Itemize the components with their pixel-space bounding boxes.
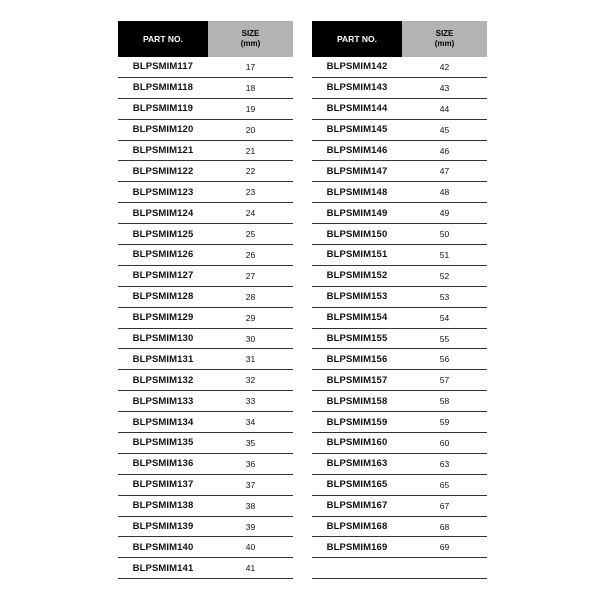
size-cell: 27 <box>245 270 256 281</box>
size-cell: 55 <box>439 333 450 344</box>
part-number-cell: BLPSMIM150 <box>326 228 388 240</box>
table-row <box>118 391 293 412</box>
table-row <box>312 224 487 245</box>
table-row <box>312 245 487 266</box>
part-number-cell: BLPSMIM123 <box>132 186 194 198</box>
size-header-unit: (mm) <box>434 39 455 48</box>
part-number-cell: BLPSMIM141 <box>132 562 194 574</box>
table-row <box>118 203 293 224</box>
size-header-label: SIZE <box>435 29 454 38</box>
part-number-cell: BLPSMIM142 <box>326 61 388 73</box>
part-number-cell: BLPSMIM121 <box>132 145 194 156</box>
part-number-cell: BLPSMIM155 <box>326 333 388 345</box>
part-number-cell: BLPSMIM159 <box>326 416 388 428</box>
part-number-cell: BLPSMIM132 <box>132 374 194 386</box>
table-row <box>118 433 293 454</box>
size-cell: 65 <box>439 479 450 490</box>
part-number-cell: BLPSMIM146 <box>326 145 388 156</box>
left-parts-table <box>118 21 293 579</box>
table-row <box>312 120 487 141</box>
part-number-cell: BLPSMIM140 <box>132 541 194 553</box>
part-number-cell: BLPSMIM130 <box>132 333 194 345</box>
part-number-cell: BLPSMIM134 <box>132 416 194 428</box>
size-cell: 23 <box>245 187 256 198</box>
size-cell: 48 <box>439 187 450 198</box>
part-number-cell: BLPSMIM147 <box>326 165 388 177</box>
part-number-cell: BLPSMIM139 <box>132 521 194 533</box>
size-cell: 35 <box>245 437 256 448</box>
part-number-cell: BLPSMIM124 <box>132 207 194 219</box>
part-number-cell: BLPSMIM169 <box>326 541 388 553</box>
table-row <box>118 224 293 245</box>
part-number-cell: BLPSMIM125 <box>132 228 194 240</box>
table-header <box>312 21 487 57</box>
size-cell: 33 <box>245 396 256 407</box>
size-cell: 42 <box>439 61 450 72</box>
table-row <box>118 496 293 517</box>
size-cell: 36 <box>245 458 256 469</box>
part-number-cell: BLPSMIM126 <box>132 249 194 261</box>
size-cell: 34 <box>245 417 256 428</box>
table-header <box>118 21 293 57</box>
table-row <box>118 78 293 99</box>
table-row <box>312 454 487 475</box>
size-cell: 39 <box>245 521 256 532</box>
part-number-cell: BLPSMIM144 <box>326 103 388 115</box>
table-row <box>118 412 293 433</box>
table-row <box>118 287 293 308</box>
table-row <box>312 182 487 203</box>
size-cell: 38 <box>245 500 256 511</box>
part-number-cell: BLPSMIM168 <box>326 521 388 533</box>
part-number-cell: BLPSMIM128 <box>132 291 194 303</box>
size-cell: 60 <box>439 437 450 448</box>
size-cell: 47 <box>439 166 450 177</box>
table-row <box>118 120 293 141</box>
size-cell: 32 <box>245 375 256 386</box>
table-row <box>312 78 487 99</box>
part-number-cell: BLPSMIM118 <box>132 82 194 94</box>
size-cell: 40 <box>245 542 256 553</box>
size-cell: 17 <box>245 61 256 72</box>
size-header-unit: (mm) <box>240 39 261 48</box>
size-cell: 59 <box>439 417 450 428</box>
part-number-cell: BLPSMIM156 <box>326 353 388 365</box>
table-row <box>312 475 487 496</box>
table-row <box>118 141 293 162</box>
size-cell: 30 <box>245 333 256 344</box>
part-number-cell <box>312 558 402 578</box>
table-row <box>118 99 293 120</box>
table-row <box>312 161 487 182</box>
size-cell: 28 <box>245 291 256 302</box>
part-number-cell: BLPSMIM151 <box>326 249 388 261</box>
part-number-cell: BLPSMIM135 <box>132 437 194 449</box>
table-row <box>312 412 487 433</box>
part-number-cell: BLPSMIM158 <box>326 395 388 407</box>
size-header <box>402 21 487 57</box>
table-row <box>118 329 293 350</box>
size-cell: 20 <box>245 124 256 135</box>
size-cell: 50 <box>439 229 450 240</box>
size-cell: 43 <box>439 82 450 93</box>
size-cell: 41 <box>245 563 256 574</box>
table-row <box>312 57 487 78</box>
part-number-cell: BLPSMIM148 <box>326 186 388 198</box>
size-cell: 63 <box>439 458 450 469</box>
size-cell: 53 <box>439 291 450 302</box>
part-number-cell: BLPSMIM138 <box>132 500 194 512</box>
size-cell: 21 <box>245 145 256 156</box>
part-number-cell: BLPSMIM136 <box>132 458 194 470</box>
size-cell: 69 <box>439 542 450 553</box>
size-cell: 22 <box>245 166 256 177</box>
part-number-cell: BLPSMIM120 <box>132 124 194 136</box>
part-number-cell: BLPSMIM154 <box>326 312 388 324</box>
size-cell: 31 <box>245 354 256 365</box>
table-row <box>312 141 487 162</box>
size-cell: 54 <box>439 312 450 323</box>
table-row <box>312 203 487 224</box>
part-number-cell: BLPSMIM149 <box>326 207 388 219</box>
table-row <box>118 537 293 558</box>
size-cell: 57 <box>439 375 450 386</box>
part-number-cell: BLPSMIM163 <box>326 458 388 470</box>
size-cell: 56 <box>439 354 450 365</box>
table-body <box>312 57 487 579</box>
size-cell: 37 <box>245 479 256 490</box>
part-number-cell: BLPSMIM127 <box>132 270 194 282</box>
size-cell: 49 <box>439 208 450 219</box>
size-cell: 19 <box>245 103 256 114</box>
table-row <box>118 475 293 496</box>
table-row <box>118 370 293 391</box>
size-cell: 46 <box>439 145 450 156</box>
right-parts-table <box>312 21 487 579</box>
part-number-cell: BLPSMIM137 <box>132 479 194 491</box>
size-cell <box>402 558 487 578</box>
size-cell: 51 <box>439 249 450 260</box>
table-row <box>312 287 487 308</box>
table-row <box>118 454 293 475</box>
part-number-cell: BLPSMIM131 <box>132 353 194 365</box>
table-row <box>118 266 293 287</box>
part-number-cell: BLPSMIM133 <box>132 395 194 407</box>
table-row <box>312 349 487 370</box>
size-cell: 44 <box>439 103 450 114</box>
table-row <box>312 558 487 579</box>
size-cell: 18 <box>245 82 256 93</box>
part-no-header: PART NO. <box>312 21 402 57</box>
table-row <box>312 517 487 538</box>
size-cell: 52 <box>439 270 450 281</box>
size-cell: 29 <box>245 312 256 323</box>
part-no-header: PART NO. <box>118 21 208 57</box>
size-cell: 45 <box>439 124 450 135</box>
part-number-cell: BLPSMIM160 <box>326 437 388 449</box>
part-number-cell: BLPSMIM143 <box>326 82 388 94</box>
table-row <box>312 329 487 350</box>
table-row <box>312 496 487 517</box>
table-row <box>118 558 293 579</box>
part-number-cell: BLPSMIM157 <box>326 374 388 386</box>
size-header-label: SIZE <box>241 29 260 38</box>
size-cell: 58 <box>439 396 450 407</box>
table-row <box>118 57 293 78</box>
table-row <box>312 537 487 558</box>
part-number-cell: BLPSMIM165 <box>326 479 388 491</box>
table-row <box>312 370 487 391</box>
table-row <box>312 308 487 329</box>
part-number-cell: BLPSMIM117 <box>132 61 194 73</box>
table-row <box>118 161 293 182</box>
table-row <box>312 391 487 412</box>
table-row <box>118 349 293 370</box>
part-number-cell: BLPSMIM167 <box>326 500 388 512</box>
table-row <box>312 99 487 120</box>
part-number-cell: BLPSMIM145 <box>326 124 388 136</box>
size-cell: 26 <box>245 249 256 260</box>
table-row <box>312 266 487 287</box>
part-number-cell: BLPSMIM119 <box>132 103 194 115</box>
size-header <box>208 21 293 57</box>
size-cell: 67 <box>439 500 450 511</box>
part-number-cell: BLPSMIM122 <box>132 165 194 177</box>
table-row <box>118 245 293 266</box>
table-row <box>118 308 293 329</box>
part-number-cell: BLPSMIM152 <box>326 270 388 282</box>
table-body <box>118 57 293 579</box>
table-row <box>118 182 293 203</box>
size-cell: 24 <box>245 208 256 219</box>
size-cell: 68 <box>439 521 450 532</box>
size-cell: 25 <box>245 229 256 240</box>
table-row <box>118 517 293 538</box>
part-number-cell: BLPSMIM153 <box>326 291 388 303</box>
part-number-cell: BLPSMIM129 <box>132 312 194 324</box>
table-row <box>312 433 487 454</box>
